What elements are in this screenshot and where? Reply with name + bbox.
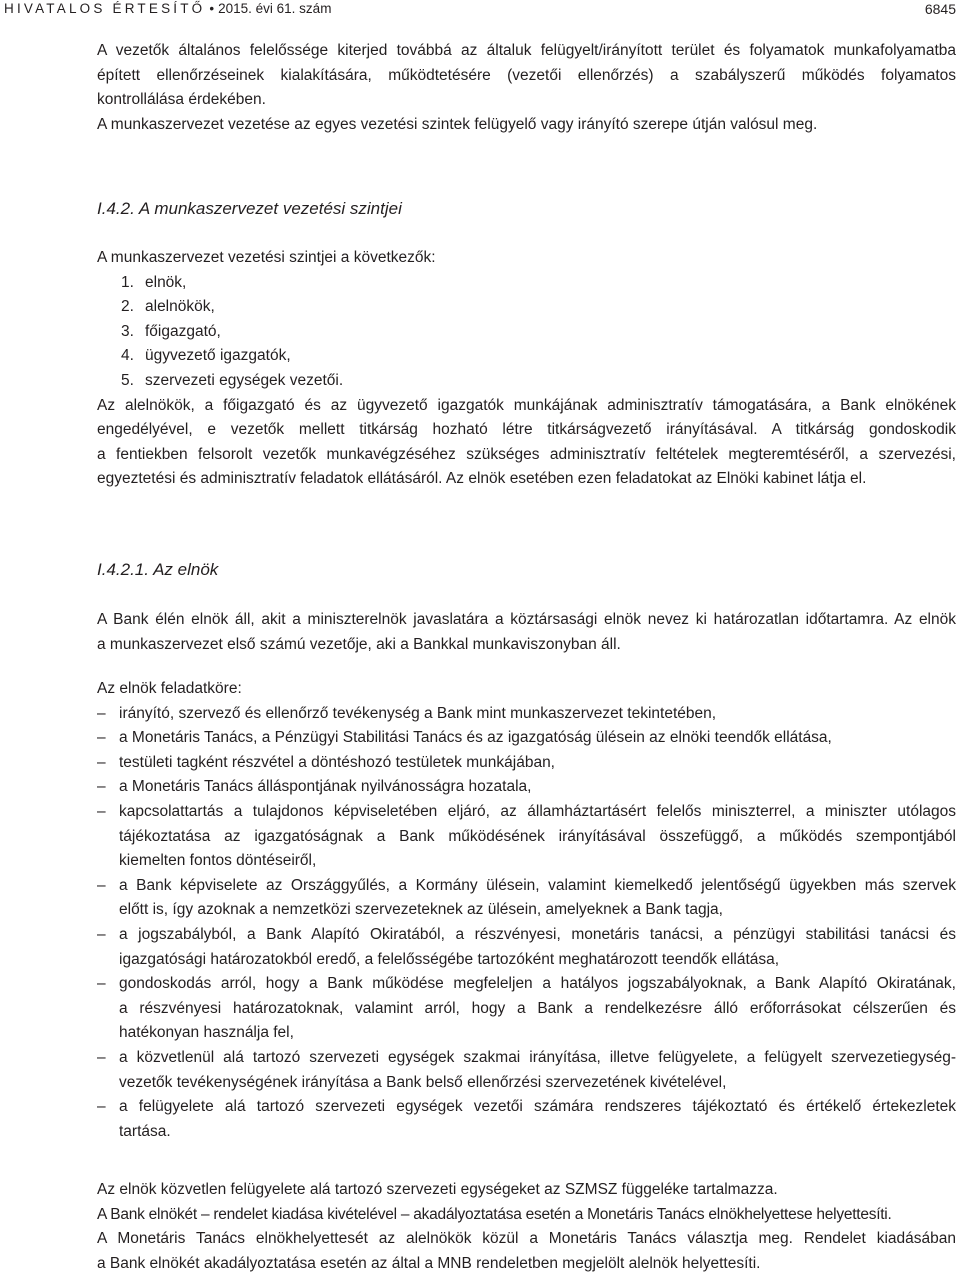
text-line: vezetők tevékenységének irányítása a Bank belső ellenőrzési szervezetének kivételével,	[119, 1073, 727, 1091]
text-line: Az alelnökök, a főigazgató és az ügyvezető igazgatók munkájának adminisztratív támogatására, a Bank elnökének	[97, 396, 956, 414]
section-heading-I-4-2: I.4.2. A munkaszervezet vezetési szintjei	[97, 199, 402, 218]
duty-text	[119, 1046, 956, 1095]
text-line: irányító, szervező és ellenőrző tevékenység a Bank mint munkaszervezet tekintetében,	[119, 704, 717, 722]
text-line: a munkaszervezet első számú vezetője, aki a Bankkal munkaviszonyban áll.	[97, 635, 621, 653]
intro-block	[97, 39, 956, 137]
text-line: A vezetők általános felelőssége kiterjed továbbá az általuk felügyelt/irányított terület és folyamatok munkafolyamatba	[97, 42, 956, 59]
dash-bullet: –	[97, 925, 106, 943]
dash-bullet: –	[97, 729, 106, 747]
text-line: a részvényesi határozatoknak, valamint arról, hogy a Bank a rendelkezésre álló erőforrásokat célszerűen és	[119, 999, 956, 1017]
item-number: 5.	[121, 371, 134, 389]
text-line: kapcsolattartás a tulajdonos képviseletében eljáró, az államháztartásért felelős miniszterrel, a miniszter utólagos	[119, 802, 956, 820]
text-line: igazgatósági határozatokból eredő, a felelősségébe tartozóként meghatározott teendők ellátása,	[119, 950, 780, 968]
item-text: főigazgató,	[145, 322, 221, 340]
duty-item	[97, 923, 956, 972]
list-item	[97, 320, 956, 345]
list-item	[97, 369, 956, 394]
duty-text	[119, 726, 956, 751]
duty-text	[119, 702, 956, 727]
item-number: 3.	[121, 322, 134, 340]
secretariat-paragraph	[97, 394, 956, 492]
duty-item	[97, 972, 956, 1046]
duties-list	[97, 702, 956, 1145]
president-intro	[97, 608, 956, 657]
text-line: a Monetáris Tanács álláspontjának nyilvánosságra hozatala,	[119, 778, 532, 796]
issue-label: 2015. évi 61. szám	[218, 1, 332, 16]
list-item	[97, 271, 956, 296]
header-bullet: •	[209, 1, 215, 16]
text-line: hatékonyan használja fel,	[119, 1024, 294, 1042]
president-paragraph	[97, 608, 956, 657]
intro-paragraph	[97, 39, 956, 113]
section-heading-I-4-2-1: I.4.2.1. Az elnök	[97, 560, 219, 579]
text-line: engedélyével, e vezetők mellett titkárság hozható létre titkárságvezető irányításával. A titkárság gondoskodik	[97, 421, 956, 439]
text-line: a fentiekben felsorolt vezetők munkavégzéséhez szükséges adminisztratív feltételek megteremtéséről, a szervezési,	[97, 445, 956, 463]
text-line: a Monetáris Tanács, a Pénzügyi Stabilitási Tanács és az igazgatóság ülésein az elnöki teendők ellátása,	[119, 729, 832, 747]
dash-bullet: –	[97, 802, 106, 820]
item-text: szervezeti egységek vezetői.	[145, 371, 344, 389]
text-line: a közvetlenül alá tartozó szervezeti egységek szakmai irányítása, illetve felügyelete, a felügyelt szervezetiegység-	[119, 1048, 956, 1066]
section-I-4-2-body	[97, 246, 956, 492]
duty-item	[97, 775, 956, 800]
text-line: testületi tagként részvétel a döntéshozó testületek munkájában,	[119, 753, 555, 771]
item-text: ügyvezető igazgatók,	[145, 347, 291, 365]
dash-bullet: –	[97, 975, 106, 993]
duty-text	[119, 1095, 956, 1144]
levels-list	[97, 271, 956, 394]
duty-item	[97, 702, 956, 727]
closing-paragraph	[97, 1178, 956, 1276]
text-line: Az elnök közvetlen felügyelete alá tartozó szervezeti egységeket az SZMSZ függeléke tartalmazza.	[97, 1181, 778, 1198]
text-line: a felügyelete alá tartozó szervezeti egységek vezetői számára rendszeres tájékoztató és értékelő értekezletek	[119, 1098, 956, 1116]
dash-bullet: –	[97, 876, 106, 894]
text-line: A Bank élén elnök áll, akit a miniszterelnök javaslatára a köztársasági elnök nevez ki határozatlan időtartamra. Az elnök	[97, 611, 956, 628]
duties-block	[97, 677, 956, 1144]
dash-bullet: –	[97, 778, 106, 796]
text-line: tájékoztatása az igazgatóságnak a Bank működésének irányításával összefüggő, a működés szempontjából	[119, 827, 956, 845]
list-item	[97, 295, 956, 320]
duty-text	[119, 972, 956, 1046]
duty-item	[97, 726, 956, 751]
duty-item	[97, 874, 956, 923]
dash-bullet: –	[97, 1048, 106, 1066]
item-number: 4.	[121, 347, 134, 365]
duty-item	[97, 1046, 956, 1095]
duty-item	[97, 751, 956, 776]
text-line: előtt is, így azoknak a nemzetközi szervezeteknek az ülésein, amelyeknek a Bank tagja,	[119, 901, 723, 919]
publication-line	[4, 0, 331, 18]
text-line: gondoskodás arról, hogy a Bank működése megfeleljen a hatályos jogszabályoknak, a Bank Alapító Okiratának,	[119, 975, 956, 993]
levels-lead: A munkaszervezet vezetési szintjei a következők:	[97, 249, 436, 266]
text-line: épített ellenőrzéseinek kialakítására, működtetésére (vezetői ellenőrzés) a szabályszerű működés folyamatos	[97, 66, 956, 84]
text-line: A Monetáris Tanács elnökhelyettesét az alelnökök közül a Monetáris Tanács választja meg. Rendelet kiadásában	[97, 1230, 956, 1248]
duty-text	[119, 800, 956, 874]
publication-title: HIVATALOS ÉRTESÍTŐ	[4, 1, 206, 16]
text-line: kontrollálása érdekében.	[97, 91, 266, 109]
text-line: a Bank képviselete az Országgyűlés, a Kormány ülésein, valamint kiemelkedő jelentőségű ügyekben más szervek	[119, 876, 956, 894]
duty-text	[119, 923, 956, 972]
page-number: 6845	[924, 1, 956, 17]
item-text: elnök,	[145, 273, 187, 291]
text-line: kiemelten fontos döntéseiről,	[119, 852, 317, 870]
dash-bullet: –	[97, 704, 106, 722]
intro-paragraph-2: A munkaszervezet vezetése az egyes vezetési szintek felügyelő vagy irányító szerepe útján valósul meg.	[97, 115, 818, 133]
closing-block	[97, 1178, 956, 1276]
duties-label: Az elnök feladatköre:	[97, 680, 242, 697]
item-number: 1.	[121, 273, 134, 291]
text-line: egyeztetési és adminisztratív feladatok ellátásáról. Az elnök esetében ezen feladatokat az Elnöki kabinet látja el.	[97, 470, 867, 488]
duty-item	[97, 800, 956, 874]
dash-bullet: –	[97, 1098, 106, 1116]
text-line: tartása.	[119, 1122, 171, 1140]
item-number: 2.	[121, 298, 134, 316]
dash-bullet: –	[97, 753, 106, 771]
text-line: A Bank elnökét – rendelet kiadása kivételével – akadályoztatása esetén a Monetáris Tanács elnökhelyettese helyettesíti.	[97, 1205, 892, 1223]
duty-text	[119, 874, 956, 923]
text-line: a Bank elnökét akadályoztatása esetén az által a MNB rendeletben megjelölt alelnök helyettesíti.	[97, 1254, 761, 1272]
duty-item	[97, 1095, 956, 1144]
duty-text	[119, 751, 956, 776]
text-line: a jogszabályból, a Bank Alapító Okiratából, a részvényesi, monetáris tanácsi, a pénzügyi stabilitási tanácsi és	[119, 925, 956, 943]
list-item	[97, 344, 956, 369]
duty-text	[119, 775, 956, 800]
running-header	[0, 0, 960, 22]
item-text: alelnökök,	[145, 298, 215, 316]
